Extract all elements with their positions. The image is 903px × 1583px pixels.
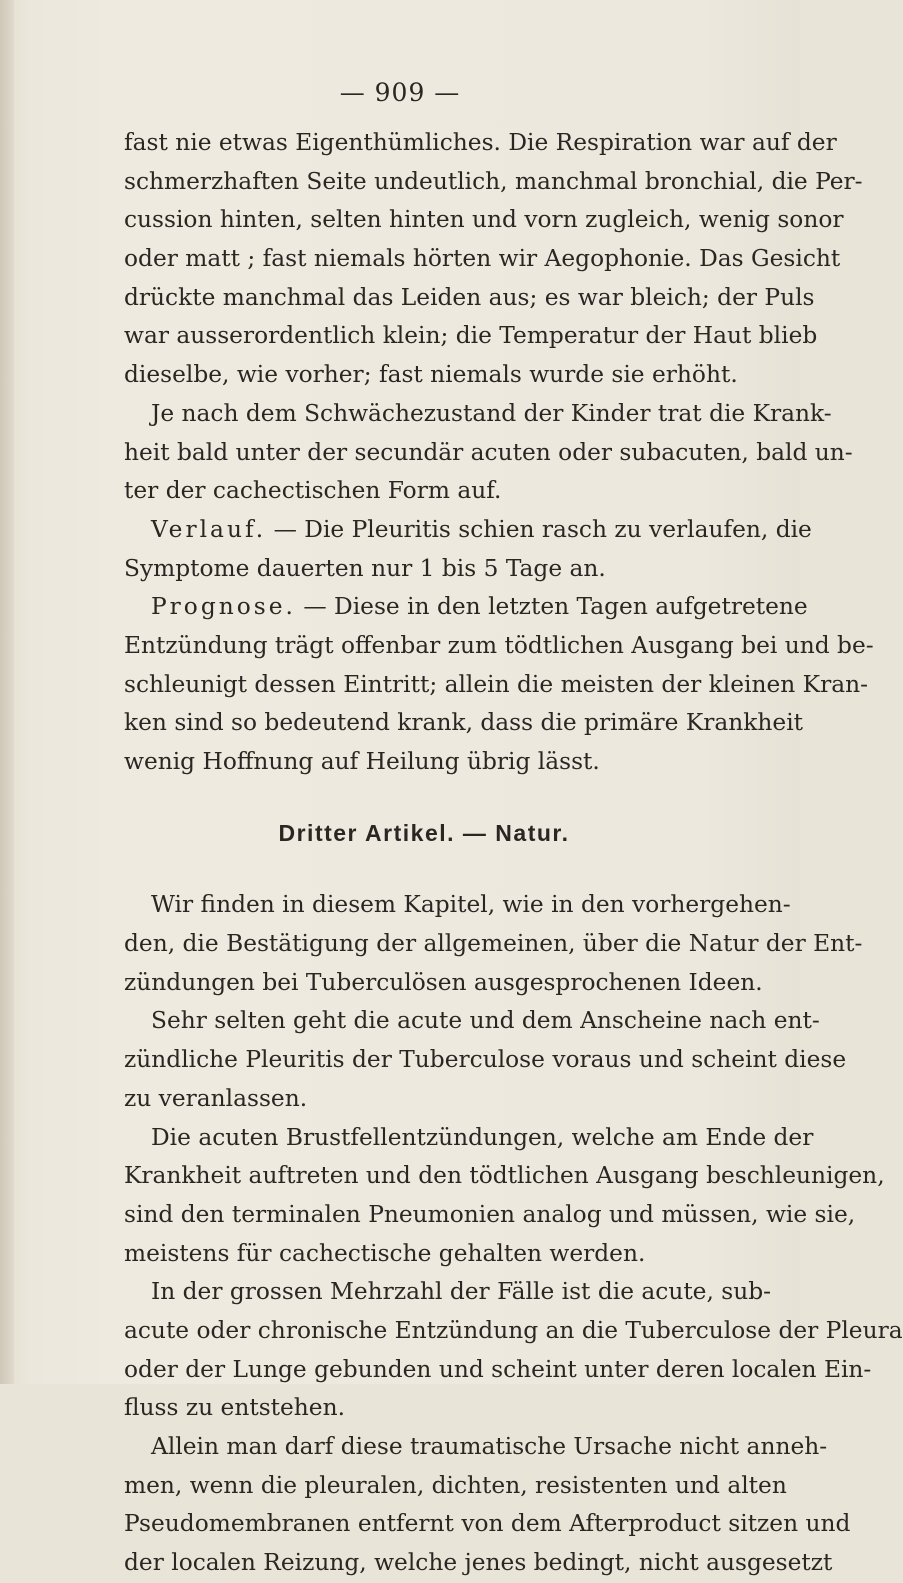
page-number: — 909 — [339, 78, 461, 107]
body-text [124, 124, 903, 1583]
text-line: der localen Reizung, welche jenes bedingt, nicht ausgesetzt [124, 1549, 833, 1577]
prognose-body [124, 627, 874, 782]
section-symptoms [124, 124, 863, 511]
text-line: wenig Hoffnung auf Heilung übrig lässt. [124, 748, 600, 775]
page-gutter-shadow [0, 0, 14, 1384]
text-line: Symptome dauerten nur 1 bis 5 Tage an. [124, 554, 606, 582]
verlauf-text: — Die Pleuritis schien rasch zu verlaufen, die [273, 515, 812, 543]
text-line: Pseudomembranen entfernt von dem Afterproduct sitzen und [124, 1510, 851, 1538]
paragraph-prognose [124, 588, 808, 627]
text-line: oder matt ; fast niemals hörten wir Aegophonie. Das Gesicht [124, 245, 841, 273]
prognose-label: Prognose. [151, 593, 296, 621]
paragraph-verlauf [124, 511, 812, 550]
text-line: In der grossen Mehrzahl der Fälle ist die acute, sub- [151, 1278, 772, 1306]
text-line: Die acuten Brustfellentzündungen, welche am Ende der [151, 1123, 814, 1151]
text-line: zu veranlassen. [124, 1084, 308, 1112]
text-line: drückte manchmal das Leiden aus; es war bleich; der Puls [124, 283, 815, 311]
text-line: zündungen bei Tuberculösen ausgesprochenen Ideen. [124, 968, 763, 996]
text-line: men, wenn die pleuralen, dichten, resistenten und alten [124, 1471, 787, 1499]
text-line: Entzündung trägt offenbar zum tödtlichen Ausgang bei und be- [124, 631, 874, 659]
text-line: ken sind so bedeutend krank, dass die primäre Krankheit [124, 709, 804, 737]
text-line: dieselbe, wie vorher; fast niemals wurde sie erhöht. [124, 361, 738, 389]
text-line: Sehr selten geht die acute und dem Anscheine nach ent- [151, 1007, 820, 1035]
text-line: zündliche Pleuritis der Tuberculose voraus und scheint diese [124, 1046, 847, 1074]
text-line: heit bald unter der secundär acuten oder subacuten, bald un- [124, 438, 853, 466]
text-line: fluss zu entstehen. [124, 1394, 346, 1422]
text-line: schleunigt dessen Eintritt; allein die meisten der kleinen Kran- [124, 670, 868, 698]
text-line: Krankheit auftreten und den tödtlichen Ausgang beschleunigen, [124, 1162, 885, 1190]
verlauf-label: Verlauf. [151, 515, 267, 543]
text-line: ter der cachectischen Form auf. [124, 477, 502, 505]
text-line: acute oder chronische Entzündung an die Tuberculose der Pleura [124, 1316, 903, 1344]
text-line: fast nie etwas Eigenthümliches. Die Respiration war auf der [124, 129, 837, 156]
text-line: war ausserordentlich klein; die Temperatur der Haut blieb [124, 322, 818, 350]
text-line: schmerzhaften Seite undeutlich, manchmal bronchial, die Per- [124, 167, 863, 195]
section-heading: Dritter Artikel. — Natur. [278, 819, 570, 846]
section-natur [124, 886, 903, 1582]
text-line: Wir finden in diesem Kapitel, wie in den vorhergehen- [151, 891, 791, 919]
text-line: oder der Lunge gebunden und scheint unter deren localen Ein- [124, 1355, 872, 1383]
prognose-text: — Diese in den letzten Tagen aufgetretene [303, 593, 808, 621]
text-line: meistens für cachectische gehalten werden. [124, 1239, 646, 1267]
text-line: Je nach dem Schwächezustand der Kinder trat die Krank- [151, 399, 832, 427]
text-line: sind den terminalen Pneumonien analog und müssen, wie sie, [124, 1200, 856, 1228]
text-line: den, die Bestätigung der allgemeinen, über die Natur der Ent- [124, 930, 863, 958]
text-line: cussion hinten, selten hinten und vorn zugleich, wenig sonor [124, 206, 844, 234]
text-line: Allein man darf diese traumatische Ursache nicht anneh- [151, 1433, 828, 1460]
